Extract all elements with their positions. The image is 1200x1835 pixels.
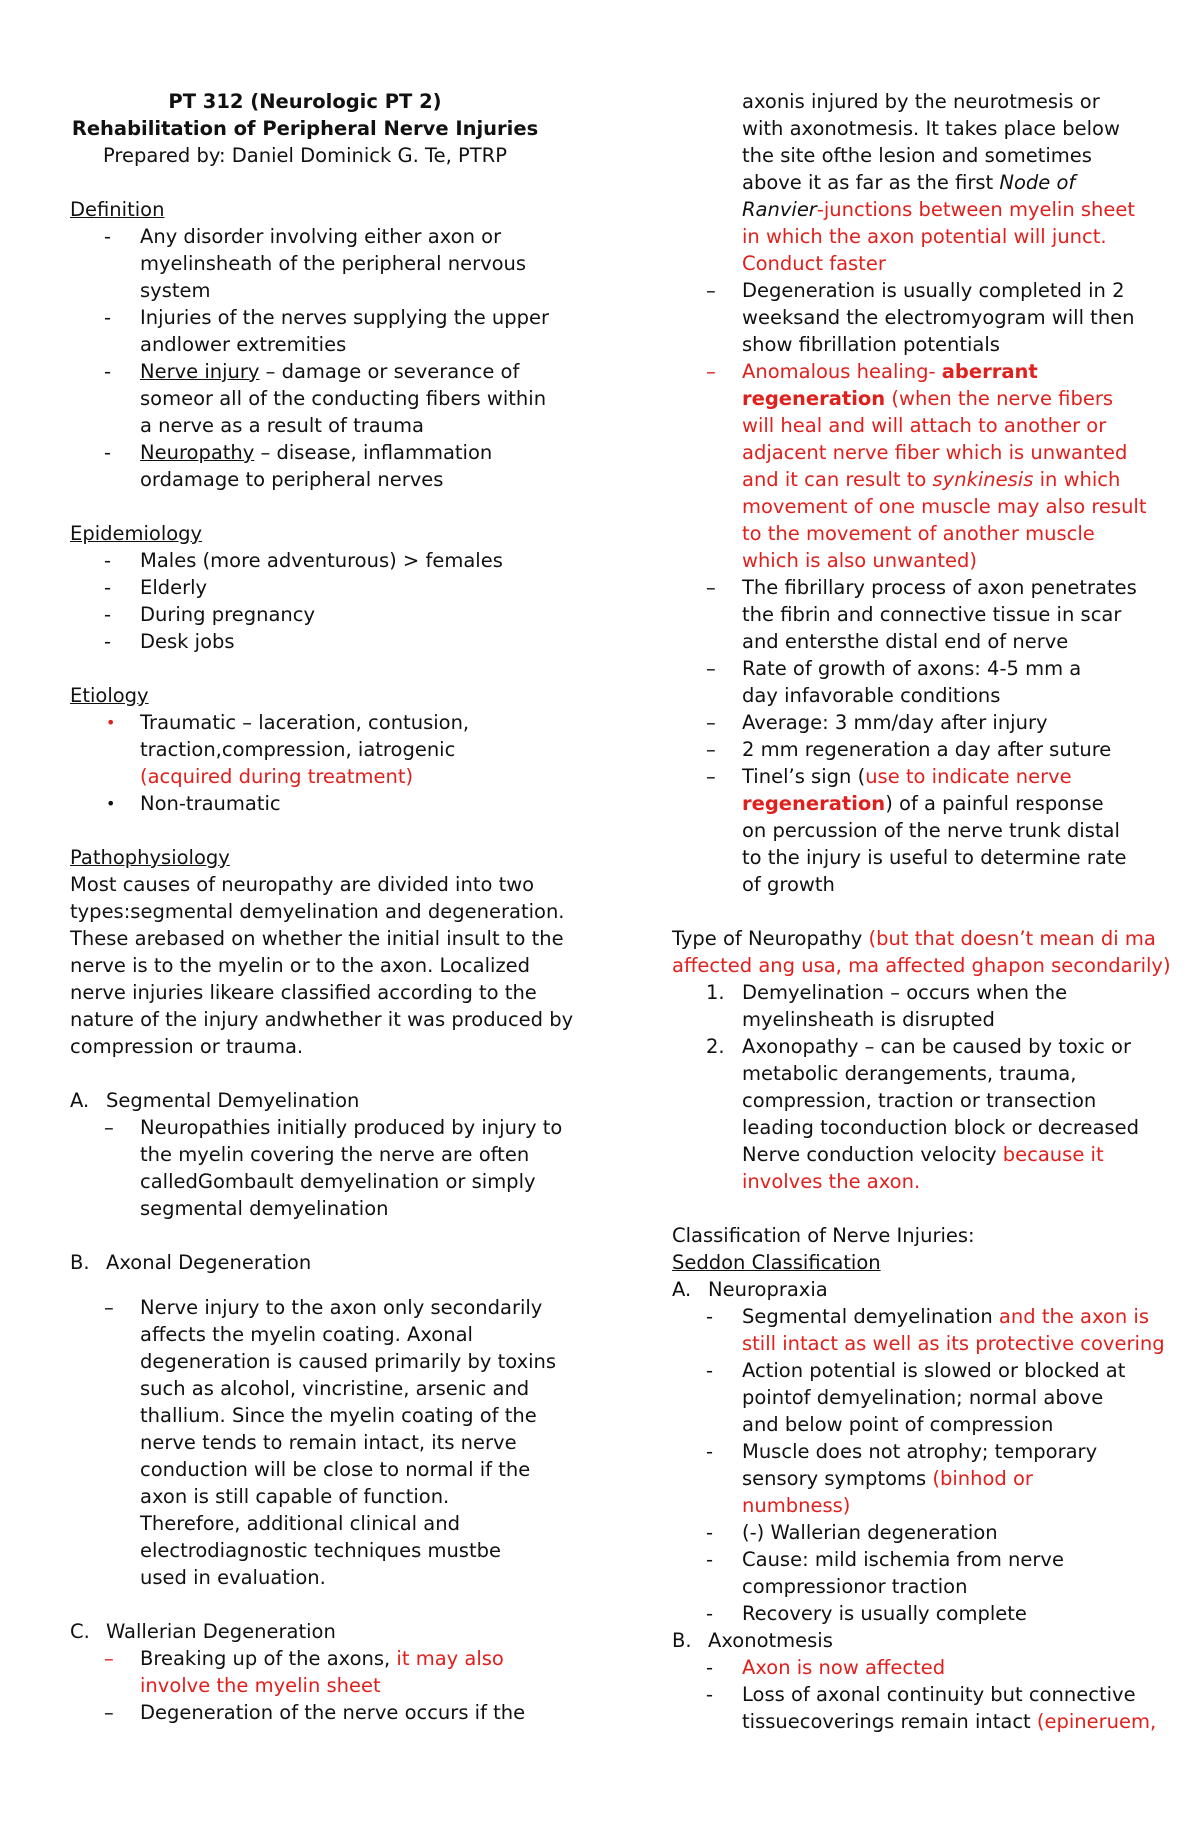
bullet-icon: •: [106, 713, 116, 732]
list-item: - Desk jobs: [104, 630, 235, 653]
list-item: – Breaking up of the axons, it may also involve the myelin sheet: [104, 1647, 504, 1697]
list-item: - Any disorder involving either axon or myelinsheath of the peripheral nervous system: [104, 225, 527, 302]
document-title: Rehabilitation of Peripheral Nerve Injuries: [71, 117, 539, 140]
list-item: - Elderly: [104, 576, 208, 599]
list-item: - Segmental demyelination and the axon is still intact as well as its protective covering: [706, 1305, 1165, 1355]
list-item: – The fibrillary process of axon penetrates the fibrin and connective tissue in scar and entersthe distal end of nerve: [706, 576, 1137, 653]
list-item: - Injuries of the nerves supplying the upper andlower extremities: [104, 306, 550, 356]
epidemiology-heading: Epidemiology: [70, 522, 203, 545]
section-segmental-demyelination: A. Segmental Demyelination: [70, 1089, 360, 1112]
classification-heading: Classification of Nerve Injuries:: [672, 1224, 975, 1247]
list-item: - Muscle does not atrophy; temporary sensory symptoms (binhod or numbness): [706, 1440, 1098, 1517]
bullet-icon: •: [106, 794, 116, 813]
neuropathy-types-heading: Type of Neuropathy (but that doesn’t mean di ma affected ang usa, ma affected ghapon secondarily): [672, 927, 1171, 977]
pathophysiology-paragraph: Most causes of neuropathy are divided into two types:segmental demyelination and degeneration. These arebased on whether the initial insult to the nerve is to the myelin or to the axon. Localized nerve injuries likeare classified according to the nature of the injury andwhether it was produced by compression or trauma.: [70, 873, 574, 1058]
list-item: – Degeneration is usually completed in 2 weeksand the electromyogram will then show fibrillation potentials: [706, 279, 1135, 356]
list-item: – Nerve injury to the axon only secondarily affects the myelin coating. Axonal degeneration is caused primarily by toxins such as alcohol, vincristine, arsenic and thallium. Since the myelin coating of the nerve tends to remain intact, its nerve conduction will be close to normal if the axon is still capable of function. Therefore, additional clinical and electrodiagnostic techniques mustbe used in evaluation.: [104, 1296, 557, 1589]
list-item: - Action potential is slowed or blocked at pointof demyelination; normal above and below point of compression: [706, 1359, 1126, 1436]
list-item: - During pregnancy: [104, 603, 316, 626]
list-item: – Average: 3 mm/day after injury: [706, 711, 1048, 734]
right-column: [672, 88, 1172, 1735]
term-neuropathy: Neuropathy: [140, 441, 255, 464]
list-item: – Rate of growth of axons: 4-5 mm a day infavorable conditions: [706, 657, 1082, 707]
list-item: - Recovery is usually complete: [706, 1602, 1027, 1625]
list-item: - Cause: mild ischemia from nerve compressionor traction: [706, 1548, 1064, 1598]
etiology-heading: Etiology: [70, 684, 149, 707]
list-item: – Tinel’s sign (use to indicate nerve regeneration) of a painful response on percussion of the nerve trunk distal to the injury is useful to determine rate of growth: [706, 765, 1127, 896]
list-item: - Neuropathy – disease, inflammation ordamage to peripheral nerves: [104, 441, 493, 491]
list-item: – Anomalous healing- aberrant regeneration (when the nerve fibers will heal and will attach to another or adjacent nerve fiber which is unwanted and it can result to synkinesis in which movement of one muscle may also result to the movement of another muscle which is also unwanted): [706, 360, 1147, 572]
definition-heading: Definition: [70, 198, 165, 221]
list-item: - (-) Wallerian degeneration: [706, 1521, 998, 1544]
list-item: 2. Axonopathy – can be caused by toxic or metabolic derangements, trauma, compression, traction or transection leading toconduction block or decreased Nerve conduction velocity because it involves the axon.: [706, 1035, 1139, 1193]
list-item: 1. Demyelination – occurs when the myelinsheath is disrupted: [706, 981, 1068, 1031]
section-axonal-degeneration: B. Axonal Degeneration: [70, 1251, 312, 1274]
author-line: Prepared by: Daniel Dominick G. Te, PTRP: [103, 144, 507, 167]
list-item: • Traumatic – laceration, contusion, traction,compression, iatrogenic (acquired during treatment): [106, 711, 470, 788]
list-item-continued: axonis injured by the neurotmesis or with axonotmesis. It takes place below the site ofthe lesion and sometimes above it as far as the first Node of Ranvier-junctions between myelin sheet in which the axon potential will junct. Conduct faster: [742, 90, 1136, 275]
document-header: [70, 88, 540, 169]
list-item: - Loss of axonal continuity but connective tissuecoverings remain intact (epineruem,: [706, 1683, 1157, 1733]
seddon-heading: Seddon Classification: [672, 1251, 881, 1274]
list-item: – 2 mm regeneration a day after suture: [706, 738, 1112, 761]
list-item: - Males (more adventurous) > females: [104, 549, 503, 572]
section-wallerian-degeneration: C. Wallerian Degeneration: [70, 1620, 336, 1643]
list-item: - Nerve injury – damage or severance of someor all of the conducting fibers within a nerve as a result of trauma: [104, 360, 547, 437]
section-neuropraxia: A. Neuropraxia: [672, 1278, 828, 1301]
term-nerve-injury: Nerve injury: [140, 360, 260, 383]
course-title: PT 312 (Neurologic PT 2): [168, 90, 442, 113]
list-item: • Non-traumatic: [106, 792, 281, 815]
left-column: [70, 88, 650, 1726]
pathophysiology-heading: Pathophysiology: [70, 846, 230, 869]
section-axonotmesis: B. Axonotmesis: [672, 1629, 833, 1652]
list-item: - Axon is now affected: [706, 1656, 946, 1679]
list-item: – Neuropathies initially produced by injury to the myelin covering the nerve are often calledGombault demyelination or simply segmental demyelination: [104, 1116, 563, 1220]
list-item: – Degeneration of the nerve occurs if the: [104, 1701, 526, 1724]
